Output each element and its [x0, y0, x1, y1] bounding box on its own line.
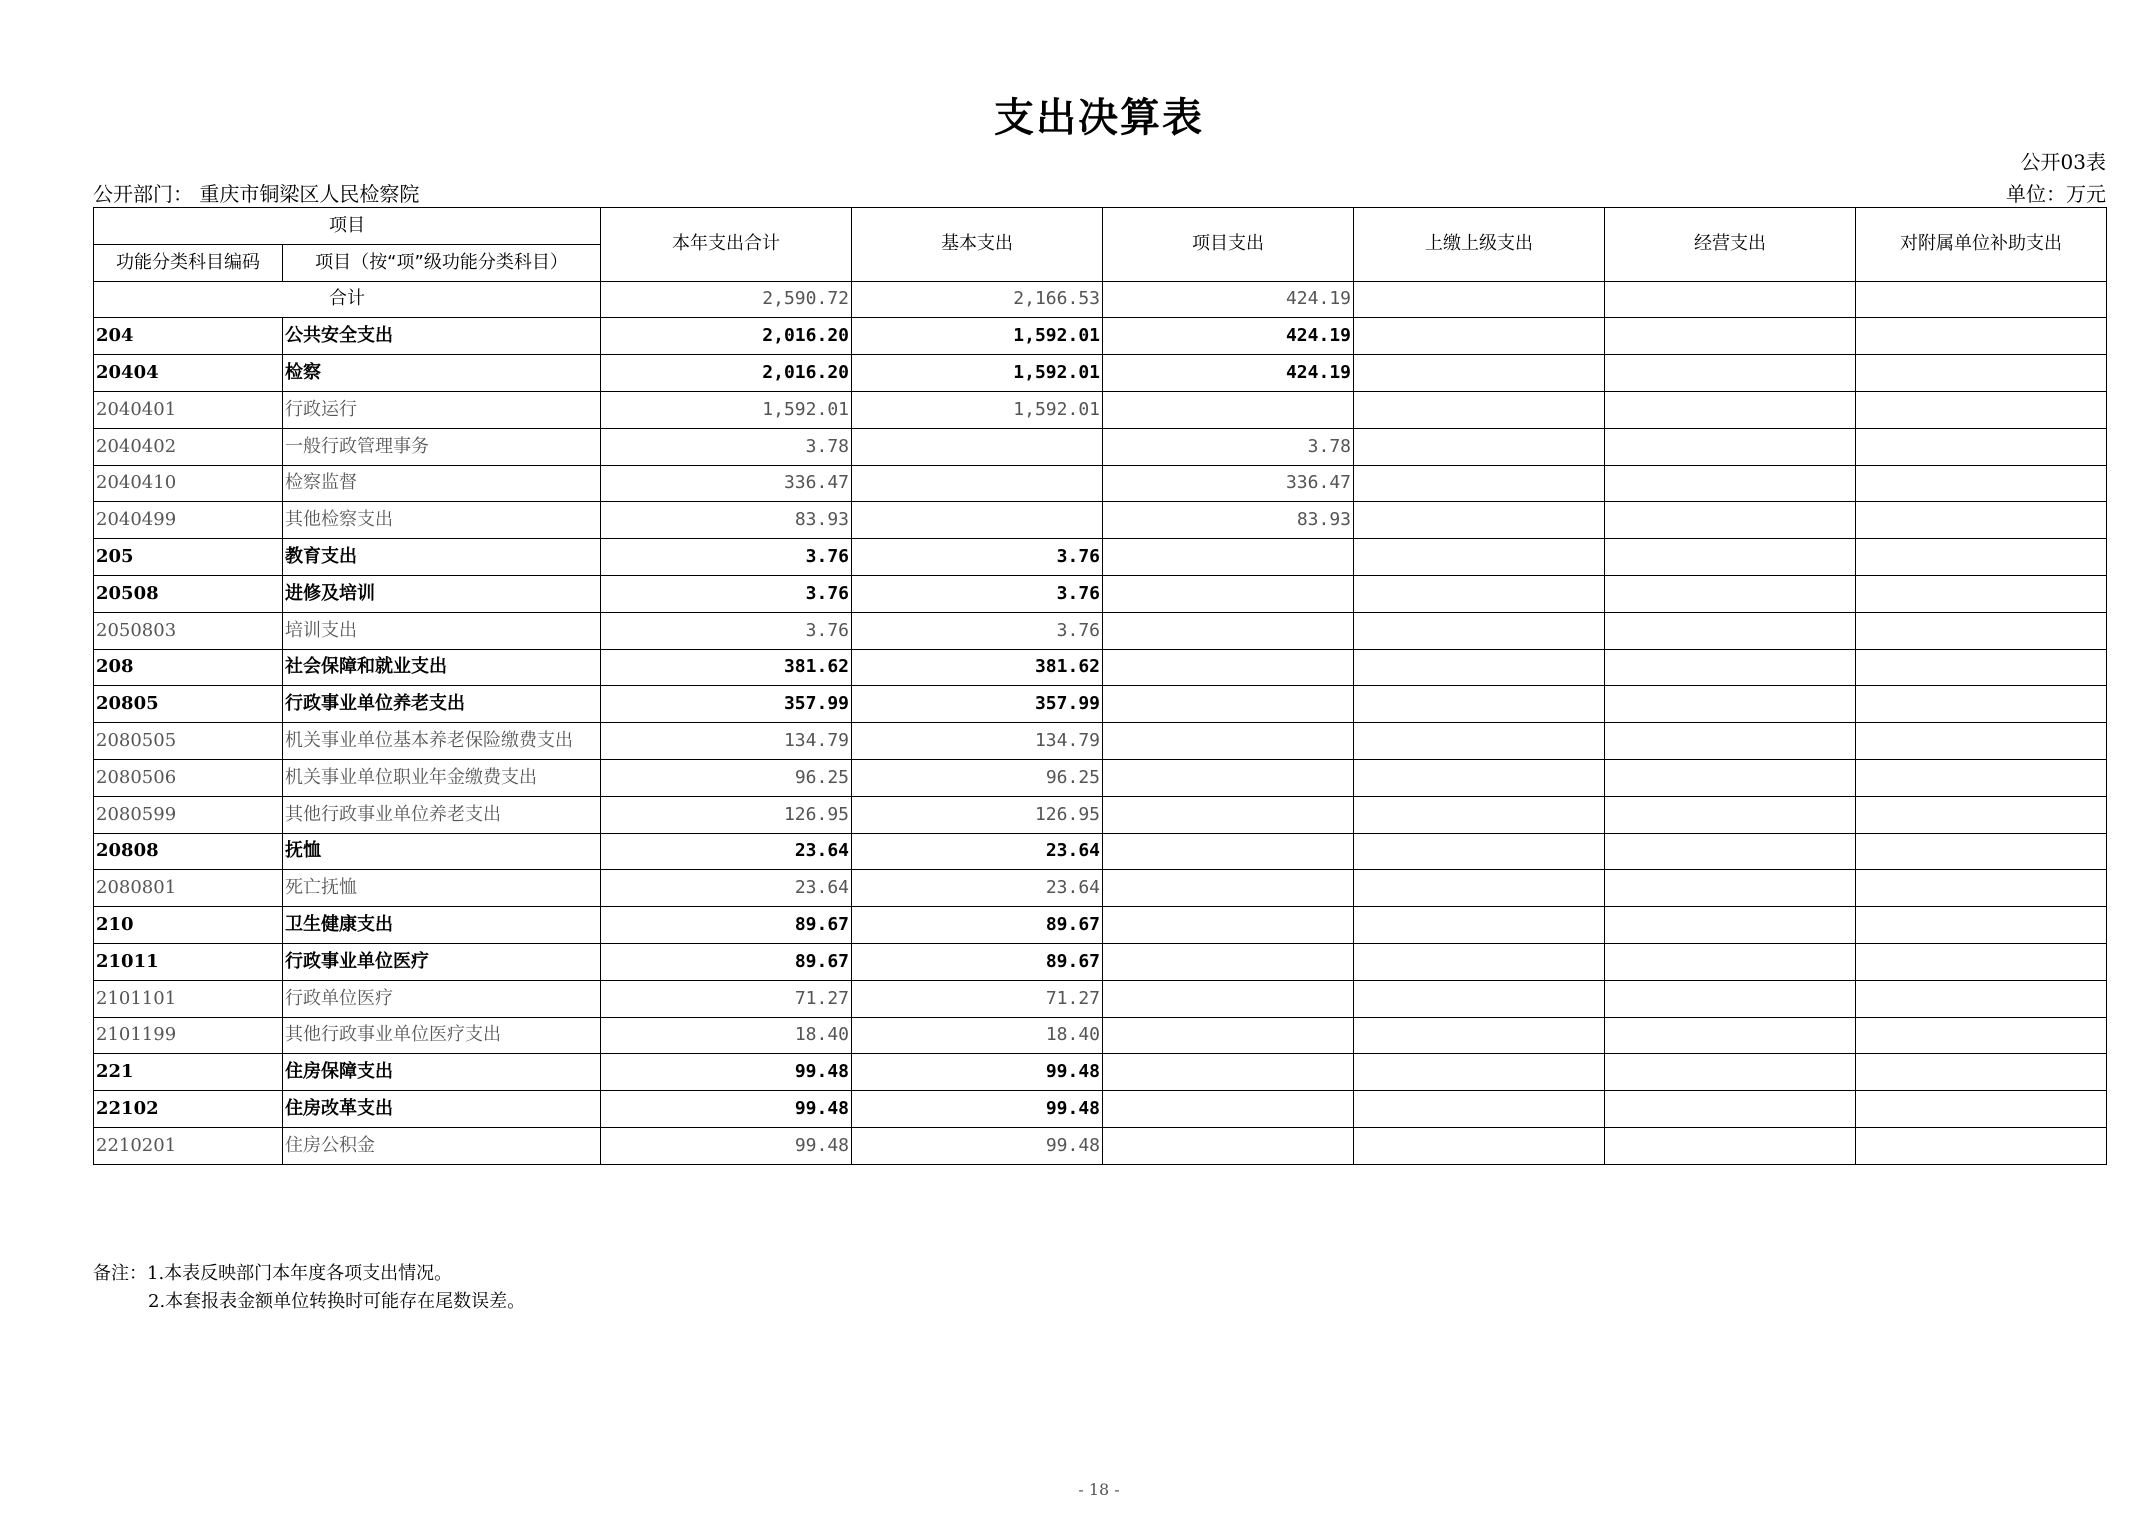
row-upper: [1354, 391, 1605, 428]
row-basic: 381.62: [852, 649, 1103, 686]
row-business: [1605, 686, 1856, 723]
row-upper: [1354, 428, 1605, 465]
row-total: 3.76: [601, 575, 852, 612]
row-code: 210: [94, 907, 283, 944]
row-basic: [852, 428, 1103, 465]
row-business: [1605, 502, 1856, 539]
row-code: 2080505: [94, 723, 283, 760]
row-total: 89.67: [601, 907, 852, 944]
table-row: [94, 759, 2107, 796]
row-subsidy: [1856, 833, 2107, 870]
department-line: [93, 178, 419, 207]
row-name: 教育支出: [283, 539, 601, 576]
row-business: [1605, 1017, 1856, 1054]
row-total: 71.27: [601, 980, 852, 1017]
row-code: 20805: [94, 686, 283, 723]
total-sum: 2,590.72: [601, 281, 852, 318]
row-basic: 23.64: [852, 833, 1103, 870]
table-row: [94, 355, 2107, 392]
header-business: 经营支出: [1605, 208, 1856, 282]
row-name: 公共安全支出: [283, 318, 601, 355]
row-upper: [1354, 575, 1605, 612]
row-subsidy: [1856, 649, 2107, 686]
table-row: [94, 980, 2107, 1017]
table-row: [94, 870, 2107, 907]
row-upper: [1354, 1127, 1605, 1164]
expenditure-table: [93, 207, 2107, 1165]
row-business: [1605, 943, 1856, 980]
row-project: 83.93: [1103, 502, 1354, 539]
row-project: [1103, 980, 1354, 1017]
row-subsidy: [1856, 1054, 2107, 1091]
row-business: [1605, 318, 1856, 355]
row-name: 行政单位医疗: [283, 980, 601, 1017]
row-business: [1605, 428, 1856, 465]
row-name: 行政事业单位医疗: [283, 943, 601, 980]
row-business: [1605, 1091, 1856, 1128]
row-basic: 1,592.01: [852, 391, 1103, 428]
row-code: 2050803: [94, 612, 283, 649]
row-business: [1605, 723, 1856, 760]
row-total: 23.64: [601, 833, 852, 870]
row-total: 3.76: [601, 612, 852, 649]
row-subsidy: [1856, 318, 2107, 355]
row-business: [1605, 465, 1856, 502]
row-total: 126.95: [601, 796, 852, 833]
row-subsidy: [1856, 428, 2107, 465]
table-row: [94, 907, 2107, 944]
row-basic: 1,592.01: [852, 318, 1103, 355]
row-upper: [1354, 723, 1605, 760]
row-subsidy: [1856, 796, 2107, 833]
row-basic: 3.76: [852, 612, 1103, 649]
row-total: 89.67: [601, 943, 852, 980]
row-total: 99.48: [601, 1091, 852, 1128]
row-total: 99.48: [601, 1127, 852, 1164]
row-basic: 126.95: [852, 796, 1103, 833]
row-code: 2040410: [94, 465, 283, 502]
row-subsidy: [1856, 1091, 2107, 1128]
row-upper: [1354, 502, 1605, 539]
row-subsidy: [1856, 465, 2107, 502]
row-total: 18.40: [601, 1017, 852, 1054]
row-code: 221: [94, 1054, 283, 1091]
row-upper: [1354, 465, 1605, 502]
row-subsidy: [1856, 1127, 2107, 1164]
row-basic: 99.48: [852, 1091, 1103, 1128]
row-code: 2101199: [94, 1017, 283, 1054]
row-project: [1103, 1017, 1354, 1054]
table-row: [94, 318, 2107, 355]
table-header: [94, 208, 2107, 282]
row-name: 机关事业单位职业年金缴费支出: [283, 759, 601, 796]
row-business: [1605, 796, 1856, 833]
row-business: [1605, 1054, 1856, 1091]
row-subsidy: [1856, 723, 2107, 760]
row-project: [1103, 686, 1354, 723]
row-upper: [1354, 1091, 1605, 1128]
row-upper: [1354, 1017, 1605, 1054]
note-line-1: 备注：1.本表反映部门本年度各项支出情况。: [93, 1263, 453, 1284]
table-row: [94, 539, 2107, 576]
row-project: [1103, 575, 1354, 612]
row-subsidy: [1856, 870, 2107, 907]
header-total: 本年支出合计: [601, 208, 852, 282]
table-row: [94, 575, 2107, 612]
row-subsidy: [1856, 355, 2107, 392]
row-total: 336.47: [601, 465, 852, 502]
row-name: 行政事业单位养老支出: [283, 686, 601, 723]
note-line-2: 2.本套报表金额单位转换时可能存在尾数误差。: [148, 1291, 526, 1312]
row-subsidy: [1856, 391, 2107, 428]
row-upper: [1354, 870, 1605, 907]
row-business: [1605, 391, 1856, 428]
row-code: 22102: [94, 1091, 283, 1128]
row-basic: 71.27: [852, 980, 1103, 1017]
row-business: [1605, 649, 1856, 686]
row-total: 1,592.01: [601, 391, 852, 428]
row-project: 336.47: [1103, 465, 1354, 502]
row-subsidy: [1856, 759, 2107, 796]
page-number: - 18 -: [1078, 1480, 1120, 1499]
row-name: 社会保障和就业支出: [283, 649, 601, 686]
total-subsidy: [1856, 281, 2107, 318]
row-total: 2,016.20: [601, 355, 852, 392]
header-project: 项目支出: [1103, 208, 1354, 282]
department-name: 重庆市铜梁区人民检察院: [199, 182, 420, 206]
row-basic: [852, 465, 1103, 502]
row-code: 2040499: [94, 502, 283, 539]
row-name: 住房保障支出: [283, 1054, 601, 1091]
row-basic: 99.48: [852, 1054, 1103, 1091]
row-total: 134.79: [601, 723, 852, 760]
row-code: 20404: [94, 355, 283, 392]
unit-label: 单位：万元: [2006, 182, 2106, 206]
row-basic: 89.67: [852, 943, 1103, 980]
row-project: [1103, 1054, 1354, 1091]
row-basic: 89.67: [852, 907, 1103, 944]
row-name: 培训支出: [283, 612, 601, 649]
row-basic: 1,592.01: [852, 355, 1103, 392]
row-business: [1605, 612, 1856, 649]
row-project: [1103, 796, 1354, 833]
row-upper: [1354, 907, 1605, 944]
row-business: [1605, 980, 1856, 1017]
row-project: 424.19: [1103, 355, 1354, 392]
row-total: 83.93: [601, 502, 852, 539]
row-subsidy: [1856, 502, 2107, 539]
row-name: 机关事业单位基本养老保险缴费支出: [283, 723, 601, 760]
row-subsidy: [1856, 686, 2107, 723]
row-business: [1605, 907, 1856, 944]
header-item-group: 项目: [94, 208, 601, 245]
row-code: 2080599: [94, 796, 283, 833]
row-name: 抚恤: [283, 833, 601, 870]
table-row: [94, 833, 2107, 870]
row-name: 一般行政管理事务: [283, 428, 601, 465]
row-name: 其他检察支出: [283, 502, 601, 539]
row-project: [1103, 1091, 1354, 1128]
row-code: 2080506: [94, 759, 283, 796]
row-basic: 3.76: [852, 539, 1103, 576]
row-basic: 96.25: [852, 759, 1103, 796]
row-project: [1103, 649, 1354, 686]
page-title: 支出决算表: [994, 95, 1204, 141]
row-project: [1103, 391, 1354, 428]
row-upper: [1354, 980, 1605, 1017]
row-code: 2040401: [94, 391, 283, 428]
row-business: [1605, 870, 1856, 907]
row-basic: 134.79: [852, 723, 1103, 760]
row-upper: [1354, 318, 1605, 355]
row-total: 23.64: [601, 870, 852, 907]
row-project: [1103, 907, 1354, 944]
header-upper: 上缴上级支出: [1354, 208, 1605, 282]
header-code: 功能分类科目编码: [94, 244, 283, 281]
row-upper: [1354, 943, 1605, 980]
table-row: [94, 1054, 2107, 1091]
row-code: 205: [94, 539, 283, 576]
row-upper: [1354, 833, 1605, 870]
row-subsidy: [1856, 907, 2107, 944]
table-row: [94, 465, 2107, 502]
table-row: [94, 649, 2107, 686]
row-subsidy: [1856, 539, 2107, 576]
row-project: [1103, 759, 1354, 796]
row-basic: 23.64: [852, 870, 1103, 907]
row-name: 其他行政事业单位养老支出: [283, 796, 601, 833]
table-row: [94, 796, 2107, 833]
table-row: [94, 428, 2107, 465]
row-upper: [1354, 796, 1605, 833]
header-subsidy: 对附属单位补助支出: [1856, 208, 2107, 282]
row-subsidy: [1856, 575, 2107, 612]
row-name: 住房改革支出: [283, 1091, 601, 1128]
table-row: [94, 1127, 2107, 1164]
table-row: [94, 612, 2107, 649]
header-name: 项目（按“项”级功能分类科目）: [283, 244, 601, 281]
row-basic: 99.48: [852, 1127, 1103, 1164]
total-business: [1605, 281, 1856, 318]
row-business: [1605, 355, 1856, 392]
total-basic: 2,166.53: [852, 281, 1103, 318]
row-upper: [1354, 759, 1605, 796]
row-subsidy: [1856, 980, 2107, 1017]
table-row: [94, 1091, 2107, 1128]
row-project: [1103, 870, 1354, 907]
row-business: [1605, 575, 1856, 612]
row-upper: [1354, 649, 1605, 686]
row-code: 21011: [94, 943, 283, 980]
row-upper: [1354, 686, 1605, 723]
row-project: [1103, 1127, 1354, 1164]
row-name: 行政运行: [283, 391, 601, 428]
notes: [93, 1260, 525, 1316]
row-basic: 18.40: [852, 1017, 1103, 1054]
row-name: 进修及培训: [283, 575, 601, 612]
header-basic: 基本支出: [852, 208, 1103, 282]
table-row: [94, 686, 2107, 723]
row-subsidy: [1856, 943, 2107, 980]
row-name: 检察监督: [283, 465, 601, 502]
row-code: 2080801: [94, 870, 283, 907]
row-code: 2101101: [94, 980, 283, 1017]
row-code: 208: [94, 649, 283, 686]
row-name: 检察: [283, 355, 601, 392]
row-project: 3.78: [1103, 428, 1354, 465]
table-row: [94, 943, 2107, 980]
row-project: [1103, 539, 1354, 576]
row-name: 住房公积金: [283, 1127, 601, 1164]
row-project: [1103, 612, 1354, 649]
row-name: 死亡抚恤: [283, 870, 601, 907]
form-number: 公开03表: [2020, 150, 2106, 174]
table-row: [94, 391, 2107, 428]
row-code: 2210201: [94, 1127, 283, 1164]
row-upper: [1354, 539, 1605, 576]
total-row: [94, 281, 2107, 318]
table-row: [94, 1017, 2107, 1054]
total-label: 合计: [94, 281, 601, 318]
row-total: 3.78: [601, 428, 852, 465]
total-upper: [1354, 281, 1605, 318]
row-upper: [1354, 355, 1605, 392]
row-code: 20508: [94, 575, 283, 612]
row-project: [1103, 943, 1354, 980]
row-project: 424.19: [1103, 318, 1354, 355]
total-project: 424.19: [1103, 281, 1354, 318]
row-upper: [1354, 1054, 1605, 1091]
row-total: 96.25: [601, 759, 852, 796]
row-code: 2040402: [94, 428, 283, 465]
row-total: 357.99: [601, 686, 852, 723]
row-name: 其他行政事业单位医疗支出: [283, 1017, 601, 1054]
row-name: 卫生健康支出: [283, 907, 601, 944]
row-basic: 357.99: [852, 686, 1103, 723]
row-upper: [1354, 612, 1605, 649]
row-project: [1103, 833, 1354, 870]
row-code: 20808: [94, 833, 283, 870]
row-business: [1605, 1127, 1856, 1164]
row-business: [1605, 833, 1856, 870]
table-row: [94, 502, 2107, 539]
row-project: [1103, 723, 1354, 760]
row-code: 204: [94, 318, 283, 355]
table-row: [94, 723, 2107, 760]
row-total: 99.48: [601, 1054, 852, 1091]
row-subsidy: [1856, 1017, 2107, 1054]
row-basic: 3.76: [852, 575, 1103, 612]
row-total: 3.76: [601, 539, 852, 576]
row-total: 381.62: [601, 649, 852, 686]
row-business: [1605, 759, 1856, 796]
table-body: [94, 281, 2107, 1164]
row-total: 2,016.20: [601, 318, 852, 355]
row-basic: [852, 502, 1103, 539]
department-label: 公开部门：: [93, 182, 193, 206]
row-business: [1605, 539, 1856, 576]
row-subsidy: [1856, 612, 2107, 649]
